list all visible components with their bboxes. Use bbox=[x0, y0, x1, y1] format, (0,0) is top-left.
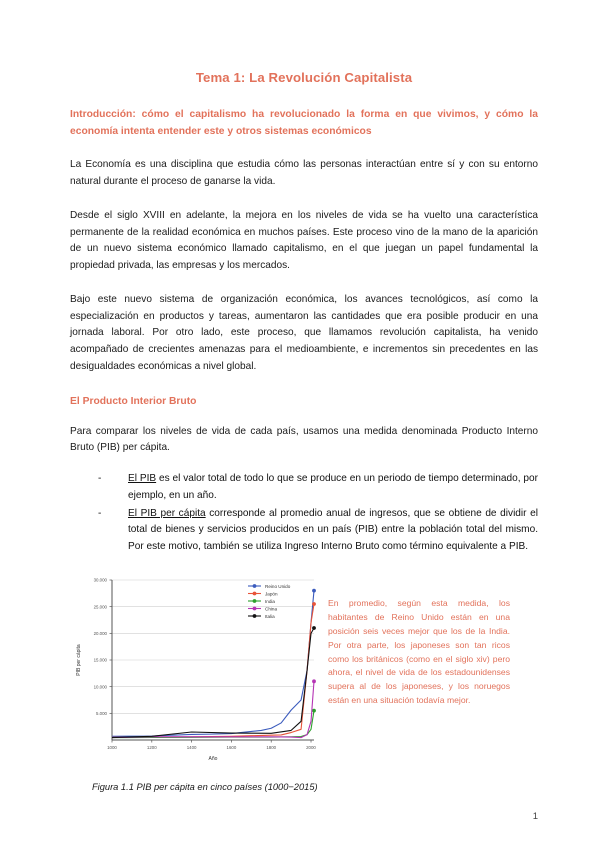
list-item-term: El PIB bbox=[128, 473, 157, 485]
series-endpoint-japón bbox=[312, 602, 316, 606]
x-tick-label: 2000 bbox=[306, 744, 316, 750]
intro-heading: Introducción: cómo el capitalismo ha revolucionado la forma en que vivimos, y cómo la economía intenta entender este y otros sistemas económicos bbox=[70, 109, 538, 137]
series-line-italia bbox=[112, 628, 314, 738]
legend-marker-4 bbox=[253, 614, 257, 618]
x-tick-label: 1400 bbox=[186, 744, 197, 750]
series-line-china bbox=[112, 681, 314, 737]
y-tick-label: 15.000 bbox=[93, 657, 107, 663]
series-endpoint-china bbox=[312, 679, 316, 683]
y-tick-label: 5.000 bbox=[96, 710, 107, 716]
legend-label-reino-unido: Reino Unido bbox=[265, 583, 291, 589]
page-number: 1 bbox=[532, 811, 538, 822]
y-tick-label: 30.000 bbox=[93, 577, 107, 583]
x-tick-label: 1200 bbox=[146, 744, 157, 750]
x-axis-title: Año bbox=[208, 755, 218, 762]
page-title: Tema 1: La Revolución Capitalista bbox=[195, 70, 413, 85]
paragraph-1: La Economía es una disciplina que estudia cómo las personas interactúan entre sí y con su entorno natural durante el proceso de ganarse la vida. bbox=[70, 159, 538, 188]
list-item-term: El PIB per cápita bbox=[128, 507, 206, 519]
figure-annotation: En promedio, según esta medida, los habitantes de Reino Unido están en una posición seis veces mejor que los de la India. Por otra parte, los japoneses son tan ricos como los británicos (como en el siglo xiv) pero ahora, el nivel de vida de los estadounidenses supera al de los japoneses, y los noruegos están en una situación todavía mejor. bbox=[328, 597, 510, 706]
legend-label-japón: Japón bbox=[265, 591, 278, 597]
paragraph-2: Desde el siglo XVIII en adelante, la mejora en los niveles de vida se ha vuelto una característica permanente de la realidad económica en muchos países. Este proceso vino de la mano de la aparición de un nuevo sistema económico llamado capitalismo, en el que juegan un papel fundamental la propiedad privada, las empresas y los mercados. bbox=[70, 209, 538, 272]
y-tick-label: 10.000 bbox=[93, 684, 107, 690]
section-heading-gdp: El Producto Interior Bruto bbox=[70, 395, 197, 407]
paragraph-3: Bajo este nuevo sistema de organización económica, los avances tecnológicos, así como la especialización en productos y tareas, aumentaron las cantidades que era posible producir en una jornada laboral. Por otro lado, este proceso, que llamamos revolución capitalista, ha venido acompañado de crecientes amenazas para el medioambiente, e incrementos sin precedentes en las desigualdades económicas a nivel global. bbox=[70, 293, 538, 372]
legend-label-china: China bbox=[265, 606, 278, 612]
series-line-japón bbox=[112, 604, 314, 737]
chart-svg bbox=[70, 572, 322, 768]
y-tick-label: 25.000 bbox=[93, 604, 107, 610]
list-item bbox=[98, 471, 538, 505]
legend-marker-1 bbox=[253, 591, 257, 595]
legend-label-india: India bbox=[265, 598, 275, 604]
list-item-text: corresponde al promedio anual de ingresos, que se obtiene de dividir el total de bienes y servicios producidos en un país (PIB) entre la población total del mismo. Por este motivo, también se utiliza Ingreso Interno Bruto como término equivalente a PIB. bbox=[128, 507, 538, 553]
gdp-per-capita-chart bbox=[70, 572, 322, 768]
series-endpoint-italia bbox=[312, 626, 316, 630]
series-line-reino-unido bbox=[112, 591, 314, 737]
x-tick-label: 1800 bbox=[266, 744, 277, 750]
legend-marker-0 bbox=[253, 584, 257, 588]
x-tick-label: 1000 bbox=[107, 744, 117, 750]
list-item-text: es el valor total de todo lo que se produce en un periodo de tiempo determinado, por ejemplo, en un año. bbox=[128, 473, 538, 501]
legend-marker-2 bbox=[253, 599, 257, 603]
y-tick-label: 20.000 bbox=[93, 630, 107, 636]
series-endpoint-reino-unido bbox=[312, 589, 316, 593]
x-tick-label: 1600 bbox=[226, 744, 237, 750]
list-bullet-dash: - bbox=[98, 507, 102, 519]
y-axis-title: PIB per cápita bbox=[76, 644, 82, 676]
legend-label-italia: Italia bbox=[265, 613, 275, 619]
definition-list bbox=[70, 471, 538, 556]
list-item bbox=[98, 506, 538, 556]
figure-caption: Figura 1.1 PIB per cápita en cinco países (1000−2015) bbox=[92, 781, 318, 792]
section-paragraph: Para comparar los niveles de vida de cada país, usamos una medida denominada Producto Interno Bruto (PIB) per cápita. bbox=[70, 425, 538, 454]
legend-marker-3 bbox=[253, 606, 257, 610]
list-bullet-dash: - bbox=[98, 473, 102, 485]
series-endpoint-india bbox=[312, 709, 316, 713]
figure-1-1 bbox=[70, 572, 538, 772]
